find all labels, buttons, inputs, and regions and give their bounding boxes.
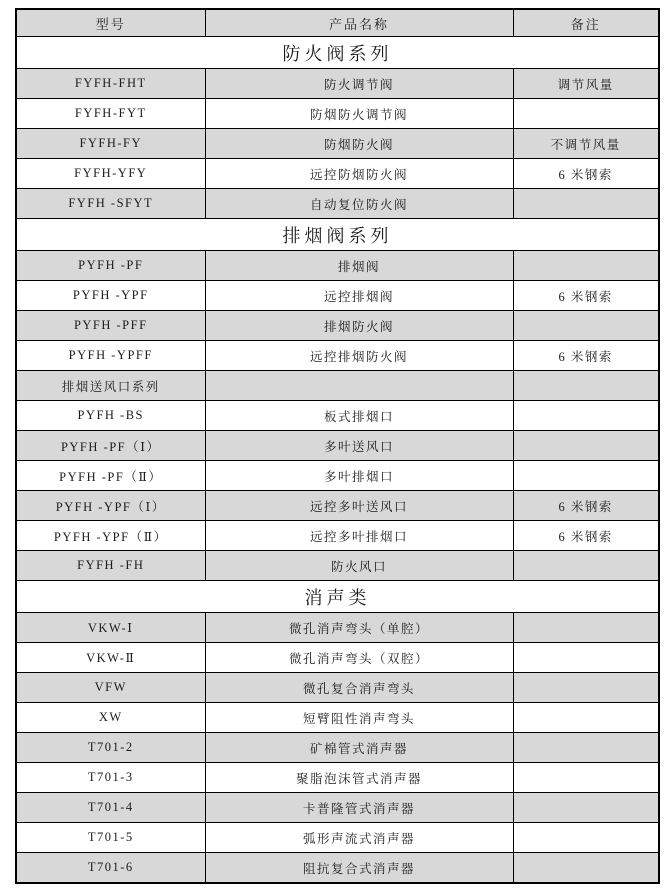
table-row [16, 311, 659, 341]
table-row [16, 613, 659, 643]
note-cell: 调节风量 [513, 69, 659, 99]
model-cell: T701-6 [16, 853, 205, 884]
note-cell [513, 643, 659, 673]
model-cell: PYFH -YPF（Ⅱ） [16, 521, 205, 551]
section-header-row [16, 37, 659, 69]
model-cell: PYFH -BS [16, 401, 205, 431]
note-cell [513, 371, 659, 401]
table-row [16, 281, 659, 311]
note-cell [513, 401, 659, 431]
note-cell [513, 99, 659, 129]
section-title: 排烟阀系列 [16, 219, 659, 251]
model-cell: XW [16, 703, 205, 733]
note-cell: 6 米钢索 [513, 341, 659, 371]
section-header-row [16, 581, 659, 613]
note-cell: 不调节风量 [513, 129, 659, 159]
table-row [16, 431, 659, 461]
note-cell: 6 米钢索 [513, 491, 659, 521]
product-cell: 聚脂泡沫管式消声器 [205, 763, 513, 793]
note-cell [513, 763, 659, 793]
note-cell [513, 251, 659, 281]
model-cell: PYFH -YPF [16, 281, 205, 311]
product-cell: 远控排烟阀 [205, 281, 513, 311]
product-cell: 远控多叶送风口 [205, 491, 513, 521]
model-cell: FYFH -SFYT [16, 189, 205, 219]
note-cell [513, 189, 659, 219]
product-cell: 多叶排烟口 [205, 461, 513, 491]
model-cell: PYFH -YPF（Ⅰ） [16, 491, 205, 521]
product-cell: 阻抗复合式消声器 [205, 853, 513, 884]
model-cell: PYFH -PFF [16, 311, 205, 341]
section-title: 防火阀系列 [16, 37, 659, 69]
product-cell: 排烟阀 [205, 251, 513, 281]
table-row [16, 159, 659, 189]
model-cell: VKW-Ⅰ [16, 613, 205, 643]
note-cell: 6 米钢索 [513, 521, 659, 551]
note-cell [513, 853, 659, 884]
model-cell: PYFH -PF（Ⅰ） [16, 431, 205, 461]
table-row [16, 371, 659, 401]
model-cell: FYFH-FY [16, 129, 205, 159]
section-title: 消声类 [16, 581, 659, 613]
product-cell: 矿棉管式消声器 [205, 733, 513, 763]
note-cell [513, 793, 659, 823]
model-cell: PYFH -YPFF [16, 341, 205, 371]
product-cell: 微孔消声弯头（双腔） [205, 643, 513, 673]
note-cell [513, 823, 659, 853]
note-cell [513, 703, 659, 733]
model-cell: T701-2 [16, 733, 205, 763]
table-row [16, 853, 659, 884]
table-row [16, 401, 659, 431]
product-cell: 自动复位防火阀 [205, 189, 513, 219]
section-header-row [16, 219, 659, 251]
product-cell: 防火风口 [205, 551, 513, 581]
note-cell: 6 米钢索 [513, 159, 659, 189]
product-cell: 微孔复合消声弯头 [205, 673, 513, 703]
table-row [16, 793, 659, 823]
table-row [16, 703, 659, 733]
product-cell [205, 371, 513, 401]
note-cell [513, 613, 659, 643]
table-row [16, 673, 659, 703]
note-cell [513, 551, 659, 581]
note-cell [513, 431, 659, 461]
column-header-2: 备注 [513, 9, 659, 37]
header-row [16, 9, 659, 37]
table-row [16, 551, 659, 581]
note-cell [513, 461, 659, 491]
note-cell: 6 米钢索 [513, 281, 659, 311]
product-cell: 防火调节阀 [205, 69, 513, 99]
model-cell: T701-3 [16, 763, 205, 793]
model-cell: FYFH-YFY [16, 159, 205, 189]
product-table [15, 8, 660, 884]
table-row [16, 521, 659, 551]
product-cell: 卡普隆管式消声器 [205, 793, 513, 823]
table-row [16, 823, 659, 853]
product-cell: 弧形声流式消声器 [205, 823, 513, 853]
product-cell: 板式排烟口 [205, 401, 513, 431]
column-header-0: 型号 [16, 9, 205, 37]
product-cell: 防烟防火调节阀 [205, 99, 513, 129]
model-cell: 排烟送风口系列 [16, 371, 205, 401]
product-cell: 远控排烟防火阀 [205, 341, 513, 371]
table-row [16, 99, 659, 129]
table-header [16, 9, 659, 37]
product-cell: 微孔消声弯头（单腔） [205, 613, 513, 643]
model-cell: FYFH -FH [16, 551, 205, 581]
table-row [16, 189, 659, 219]
product-cell: 防烟防火阀 [205, 129, 513, 159]
table-row [16, 733, 659, 763]
model-cell: VKW-Ⅱ [16, 643, 205, 673]
table-row [16, 491, 659, 521]
table-row [16, 643, 659, 673]
model-cell: FYFH-FHT [16, 69, 205, 99]
table-row [16, 251, 659, 281]
table-row [16, 69, 659, 99]
product-cell: 排烟防火阀 [205, 311, 513, 341]
table-row [16, 129, 659, 159]
product-cell: 多叶送风口 [205, 431, 513, 461]
model-cell: T701-5 [16, 823, 205, 853]
column-header-1: 产品名称 [205, 9, 513, 37]
model-cell: T701-4 [16, 793, 205, 823]
table-body [16, 37, 659, 884]
note-cell [513, 733, 659, 763]
table-row [16, 461, 659, 491]
note-cell [513, 673, 659, 703]
note-cell [513, 311, 659, 341]
model-cell: PYFH -PF [16, 251, 205, 281]
table-row [16, 763, 659, 793]
table-row [16, 341, 659, 371]
model-cell: PYFH -PF（Ⅱ） [16, 461, 205, 491]
product-cell: 短臂阻性消声弯头 [205, 703, 513, 733]
model-cell: VFW [16, 673, 205, 703]
model-cell: FYFH-FYT [16, 99, 205, 129]
product-cell: 远控防烟防火阀 [205, 159, 513, 189]
product-cell: 远控多叶排烟口 [205, 521, 513, 551]
